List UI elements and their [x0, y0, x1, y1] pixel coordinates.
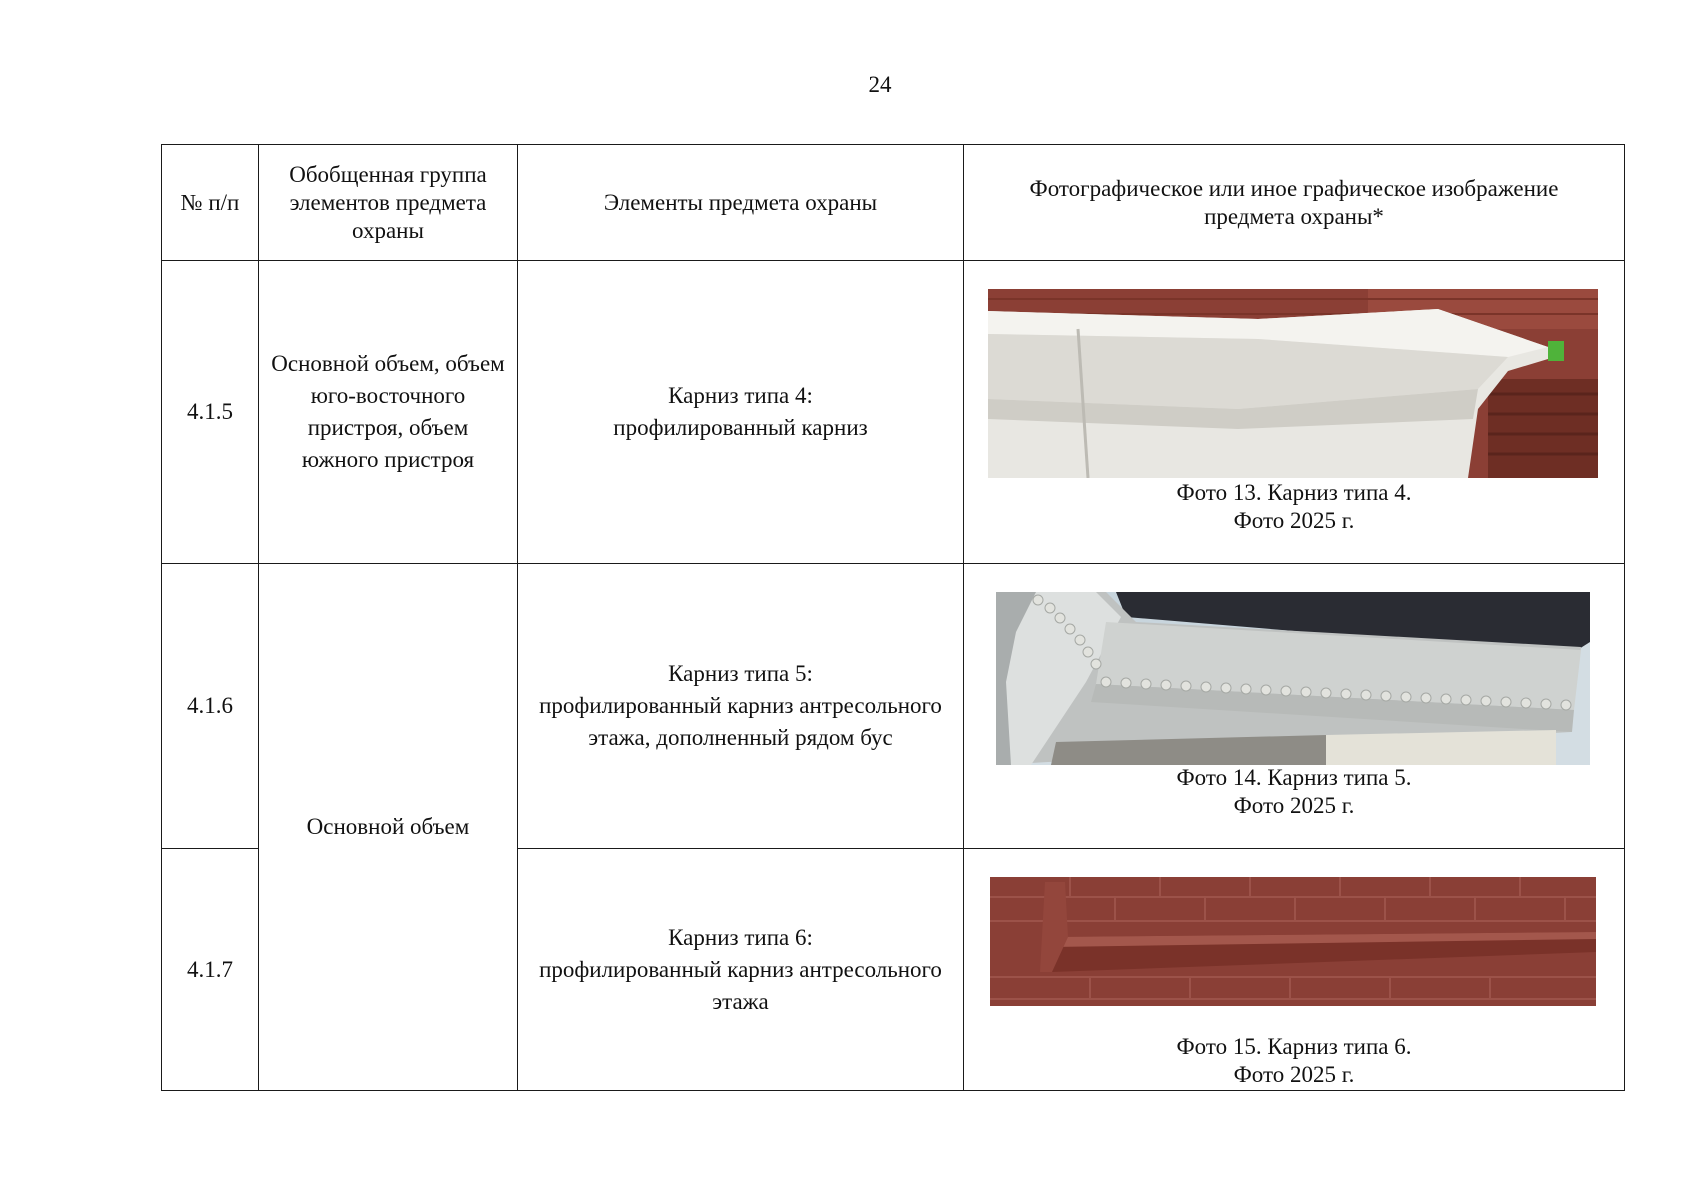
- photo-caption: Фото 15. Карниз типа 6.: [1176, 1034, 1412, 1059]
- row-number: 4.1.6: [162, 564, 259, 849]
- photo-year: Фото 2025 г.: [1233, 508, 1355, 533]
- row-group: Основной объем: [259, 564, 518, 1091]
- table-header-row: [162, 145, 1625, 261]
- photo-15: [990, 877, 1596, 1006]
- row-element: [518, 849, 964, 1091]
- row-photo: [964, 849, 1625, 1091]
- row-photo: [964, 261, 1625, 564]
- header-elements: Элементы предмета охраны: [518, 145, 964, 261]
- element-description: профилированный карниз антресольного этажа: [539, 956, 942, 1014]
- photo-14: [996, 592, 1590, 765]
- header-group: Обобщенная группа элементов предмета охраны: [259, 145, 518, 261]
- header-photo: Фотографическое или иное графическое изображение предмета охраны*: [964, 145, 1625, 261]
- row-element: [518, 564, 964, 849]
- photo-caption: Фото 14. Карниз типа 5.: [1176, 765, 1412, 790]
- row-number: 4.1.7: [162, 849, 259, 1091]
- heritage-elements-table: [161, 144, 1625, 1091]
- row-group: Основной объем, объем юго-восточного пристроя, объем южного пристроя: [259, 261, 518, 564]
- element-description: профилированный карниз антресольного этажа, дополненный рядом бус: [539, 693, 942, 750]
- element-description: профилированный карниз: [613, 415, 868, 440]
- row-number: 4.1.5: [162, 261, 259, 564]
- page-number: 24: [868, 72, 892, 97]
- table-row: [162, 564, 1625, 849]
- photo-caption: Фото 13. Карниз типа 4.: [1176, 480, 1412, 505]
- table-row: [162, 261, 1625, 564]
- photo-13: [988, 289, 1598, 478]
- row-photo: [964, 564, 1625, 849]
- row-element: [518, 261, 964, 564]
- photo-year: Фото 2025 г.: [1233, 1062, 1355, 1087]
- header-num: № п/п: [162, 145, 259, 261]
- element-title: Карниз типа 4:: [668, 383, 813, 408]
- element-title: Карниз типа 6:: [668, 924, 813, 950]
- photo-year: Фото 2025 г.: [1233, 793, 1355, 818]
- element-title: Карниз типа 5:: [668, 661, 813, 686]
